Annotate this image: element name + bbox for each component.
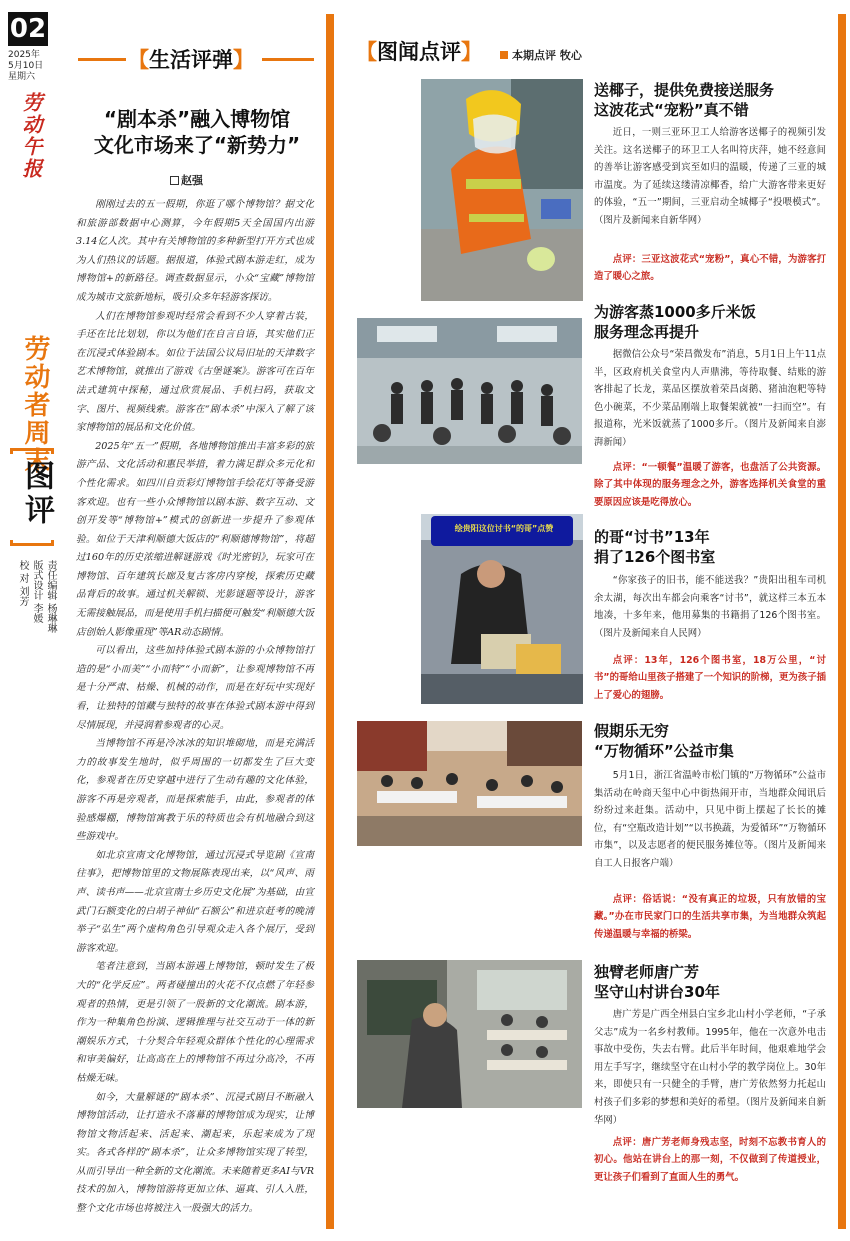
article-1-comment: 点评：三亚这波花式“宠粉”，真心不错，为游客打造了暖心之旅。 [594,254,826,283]
byline-box-icon [170,176,179,185]
paragraph: 可以看出，这些加持体验式剧本游的小众博物馆打造的是“小而美”“小而特”“小而新”，让参观博物馆不再是十分严肃、枯燥、机械的动作，而是在好玩中实现好看，让独特的馆藏与独特的故事在体验式剧本游中得到尽情展现，并浸润着参观者的心灵。 [76,645,314,731]
article-3-body [594,572,826,642]
credit-designer: 版式设计 李媛 [31,560,42,624]
title-line-2: 捐了126个图书室 [594,548,716,566]
article-2-body [594,346,826,452]
photo-teacher [357,960,582,1108]
article-2-comment: 点评：“一顿餐”温暖了游客，也盘活了公共资源。除了其中体现的服务理念之外，游客选择机关食堂的重要原因应该是吃得放心。 [594,462,826,508]
article-body [76,196,314,1219]
paragraph: 刚刚过去的五一假期，你逛了哪个博物馆？据文化和旅游部数据中心测算，今年假期5天全国国内出游3.14亿人次。其中有关博物馆的多种新型打开方式也成为人们热议的话题。据报道，体验式剧本游走红，成为博物馆+的新路径。调查数据显示，小众“宝藏”博物馆成为城市文旅新地标，吸引众多年轻游客探访。 [76,199,314,303]
article-text: 5月1日，浙江省温岭市松门镇的“万物循环”公益市集活动在岭商天玺中心中街热闹开市，当地群众闻讯后纷纷过来赶集。活动中，只见中街上摆起了长长的摊位，有“空瓶改造计划”“以书换蔬，为爱循环”“万物循环市集”，以及志愿者的便民服务摊位等。（图片及新闻来自工人日报客户端） [594,770,826,869]
photo-taxi-books-illustration [421,514,583,704]
title-line-1: 送椰子，提供免费接送服务 [594,81,775,99]
photo-taxi-books [421,514,583,704]
section-sub-name: 图评 [19,460,54,528]
article-1-title [594,80,774,120]
article-3-title [594,527,715,567]
right-edge-bar [838,14,846,1229]
article-5-comment: 点评：唐广芳老师身残志坚，时刻不忘教书育人的初心。他站在讲台上的那一刻，不仅做到了传道授业，更让孩子们看到了直面人生的勇气。 [594,1137,826,1183]
page-number: 02 [9,14,47,44]
title-line-1: 的哥“讨书”13年 [594,528,710,546]
title-line-1: 为游客蒸1000多斤米饭 [594,303,756,321]
photo-market-illustration [357,721,582,846]
article-text: 近日，一则三亚环卫工人给游客送椰子的视频引发关注。这名送椰子的环卫工人名叫符庆萍，她不经意间的善举让游客感受到宾至如归的温暖，传递了三亚的城市温度。为了延续这缕清凉椰香，给广大游客带来更好的体验，“五一”期间，三亚启动全城椰子“投喂模式”。（图片及新闻来自新华网） [594,127,826,226]
article-5-title [594,962,720,1002]
column-divider-bar [326,14,334,1229]
article-4-title [594,721,734,761]
section-name: 劳动者周末 [20,335,50,475]
section-bracket-top [10,448,54,454]
photo-canteen-crowd-illustration [357,318,582,464]
headline-line-2: 文化市场来了“新势力” [93,133,301,157]
tag-rule-left [78,58,126,61]
article-text: 据微信公众号“荣昌微发布”消息，5月1日上午11点半，区政府机关食堂内人声鼎沸，等待取餐、结账的游客排起了长龙，菜品区摆放着荣昌卤鹅、猪油泡粑等特色小碗菜，不少菜品刚端上取餐架就被“一扫而空”。有报道称，光米饭就蒸了1000多斤。（图片及新闻来自澎湃新闻） [594,349,826,448]
issue-date: 2025年 5月10日 星期六 [8,50,44,82]
credit-editor: 责任编辑 杨琳琳 [45,560,56,634]
article-headline [82,106,312,158]
article-text: “你家孩子的旧书，能不能送我？”贵阳出租车司机余太湖，每次出车都会向乘客“讨书”，就这样三本五本地凑，十多年来，他用募集的书籍捐了126个图书室。（图片及新闻来自人民网） [594,575,826,639]
photo-market [357,721,582,846]
section-tag-photo-news-label: 图闻点评 [377,40,461,64]
section-tag-life: 【生活评弹】 [128,48,254,72]
headline-line-1: “剧本杀”融入博物馆 [103,107,291,131]
article-2-title [594,302,756,342]
title-line-2: “万物循环”公益市集 [594,742,734,760]
column-commentator [500,47,582,63]
section-bracket-bottom [10,540,54,546]
paragraph: 当博物馆不再是冷冰冰的知识堆砌地，而是充满活力的故事发生地时，似乎周围的一切都发生了巨大变化，参观者在历史穿越中进行了生动有趣的文化体验，游客不再是旁观者，而是探索能手，由此，参观者的体验感爆棚，博物馆寓教于乐的特质也会有机地融合到这些游戏中。 [76,738,314,843]
article-text: 唐广芳是广西全州县白宝乡北山村小学老师，“子承父志”成为一名乡村教师。1995年，他在一次意外电击事故中受伤，失去右臂。此后半年时间，他艰难地学会用左手写字，继续坚守在山村小学的教学岗位上。30年来，即使只有一只健全的手臂，唐广芳依然努力托起山村孩子们多彩的梦想和美好的希望。（图片及新闻来自新华网） [594,1009,826,1126]
author-name: 赵强 [181,174,203,187]
photo-canteen-crowd [357,318,582,464]
title-line-2: 服务理念再提升 [594,323,700,341]
paragraph: 2025年“五一”假期，各地博物馆推出丰富多彩的旅游产品、文化活动和惠民举措，着力满足群众多元化和个性化需求。如四川自贡彩灯博物馆手绘花灯等备受游客欢迎。也有一些小众博物馆以剧本游、数字互动、文创开发等“博物馆+”模式的创新进一步提升了参观体验。如位于天津利顺德大饭店的“利顺德博物馆”，将超过160年的历史浓缩进解谜游戏《时光密钥》，玩家可在博物馆、百年建筑长廊及复古客房内穿梭，探索历史藏品背后的故事。通过机关解锁、光影谜题等设计，游客无需接触展品，而是使用手机扫描便可触发“利顺德大饭店创始人影像重现”等AR动态剧情。 [76,440,314,638]
title-line-2: 坚守山村讲台30年 [594,983,720,1001]
title-line-1: 假期乐无穷 [594,722,670,740]
staff-credits [14,560,56,670]
photo-coconut-worker [421,79,583,301]
paragraph: 笔者注意到，当剧本游遇上博物馆，顿时发生了极大的“化学反应”。两者碰撞出的火花不仅点燃了年轻参观者的热情，更是引领了一股新的文化潮流。剧本游，作为一种集角色扮演、逻辑推理与社交互动于一体的新潮娱乐方式，十分契合年轻观众群体个性化的心理需求和审美偏好，让高高在上的博物馆不再过分高冷，不再枯燥无味。 [76,961,314,1084]
square-bullet-icon [500,51,508,59]
photo-teacher-illustration [357,960,582,1108]
article-1-body [594,124,826,230]
masthead-strip [0,0,60,1241]
commentator-label: 本期点评 牧心 [512,49,582,62]
section-tag-photo-news: 【图闻点评】 [356,40,482,64]
photo-coconut-worker-illustration [421,79,583,301]
title-line-1: 独臂老师唐广芳 [594,963,700,981]
article-4-body [594,767,826,873]
paragraph: 如今，大量解谜的“剧本杀”、沉浸式剧目不断融入博物馆活动，让打造永不落幕的博物馆成为现实，让博物馆文物活起来、活起来、潮起来，乐起来成为了现实。各式各样的“剧本杀”，让众多博物馆实现了转型，从而引导出一种全新的文化潮流。未来随着更多AI与VR技术的加入，博物馆游将更加立体、逼真、引人入胜，整个文化市场也将被注入一股强大的活力。 [76,1091,314,1215]
title-line-2: 这波花式“宠粉”真不错 [594,101,749,119]
article-4-comment: 点评：俗话说：“没有真正的垃圾，只有放错的宝藏。”办在市民家门口的生活共享市集，为当地群众筑起传递温暖与幸福的桥梁。 [594,894,826,940]
paragraph: 人们在博物馆参观时经常会看到不少人穿着古装，手还在比比划划，你以为他们在自言自语，其实他们正在沉浸式体验剧本。如位于法国公议局旧址的天津数字艺术博物馆，就推出了游戏《古堡谜案》。游客可在百年法式建筑中探秘，通过欣赏展品、手机扫码，获取文字、图片、视频线索。游客在“剧本杀”中深入了解了该家博物馆的展品和文化价值。 [76,310,314,434]
section-tag-life-label: 生活评弹 [149,48,233,72]
byline [170,172,203,188]
photo-banner-text: 绘贵阳这位讨书“的哥”点赞 [454,524,554,533]
credit-proofreader: 校 对 刘芳 [17,560,28,607]
article-5-body [594,1006,826,1129]
newspaper-logo: 劳动午报 [19,92,43,180]
article-3-comment: 点评：13年，126个图书室，18万公里，“讨书”的哥给山里孩子搭建了一个知识的阶梯，更为孩子插上了爱心的翅膀。 [594,655,826,701]
paragraph: 如北京宣南文化博物馆，通过沉浸式导览剧《宣南往事》，把博物馆里的文物展陈表现出来，以“风声、雨声、读书声——北京宣南士乡历史文化展”为基础，由宣武门石额变化的白胡子神仙“石额公”和进京赶考的晚清举子“弘生”两个虚构角色引导观众走入各个展厅，受到游客欢迎。 [76,849,314,954]
tag-rule-right [262,58,314,61]
